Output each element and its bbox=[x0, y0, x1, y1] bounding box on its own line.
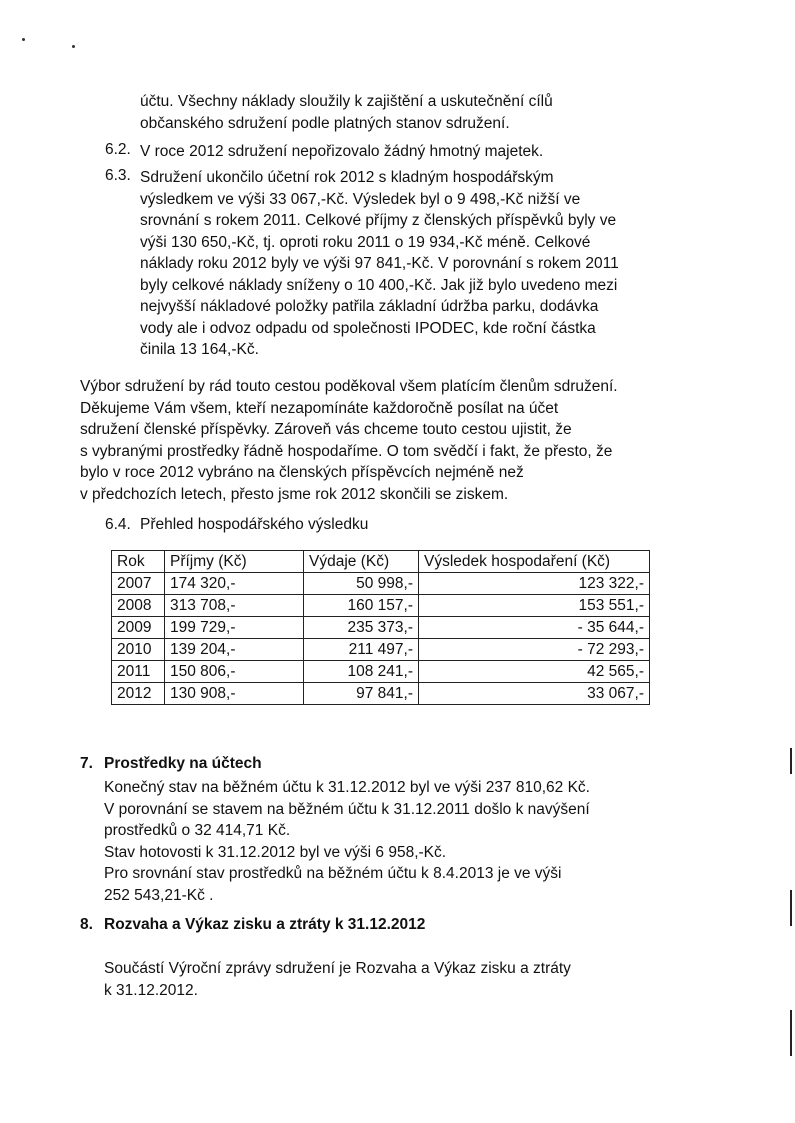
cell-expenses: 235 373,- bbox=[304, 617, 419, 639]
cell-year: 2012 bbox=[112, 683, 165, 705]
header-expenses: Výdaje (Kč) bbox=[304, 551, 419, 573]
results-table bbox=[111, 550, 650, 705]
cell-expenses: 108 241,- bbox=[304, 661, 419, 683]
cell-income: 199 729,- bbox=[165, 617, 304, 639]
item-number: 6.4. bbox=[105, 516, 131, 533]
section-number: 7. bbox=[80, 755, 93, 772]
text-line: s vybranými prostředky řádně hospodaříme. O tom svědčí i fakt, že přesto, že bbox=[80, 442, 613, 460]
text-line: výsledkem ve výši 33 067,-Kč. Výsledek byl o 9 498,-Kč nižší ve bbox=[140, 190, 581, 208]
text-line: účtu. Všechny náklady sloužily k zajištění a uskutečnění cílů bbox=[140, 93, 553, 110]
item-6-4-title: Přehled hospodářského výsledku bbox=[140, 516, 369, 533]
text-line: občanského sdružení podle platných stanov sdružení. bbox=[140, 114, 510, 132]
text-line: V porovnání se stavem na běžném účtu k 31.12.2011 došlo k navýšení bbox=[104, 800, 590, 818]
section-number: 8. bbox=[80, 916, 93, 933]
scan-edge-mark bbox=[790, 1010, 792, 1056]
text-line: Součástí Výroční zprávy sdružení je Rozvaha a Výkaz zisku a ztráty bbox=[104, 960, 571, 977]
section-8-title: Rozvaha a Výkaz zisku a ztráty k 31.12.2012 bbox=[104, 916, 426, 933]
text-line: výši 130 650,-Kč, tj. oproti roku 2011 o 19 934,-Kč méně. Celkové bbox=[140, 233, 591, 251]
cell-expenses: 160 157,- bbox=[304, 595, 419, 617]
item-6-3-text bbox=[140, 167, 619, 361]
cell-result: 33 067,- bbox=[419, 683, 650, 705]
cell-expenses: 50 998,- bbox=[304, 573, 419, 595]
cell-expenses: 211 497,- bbox=[304, 639, 419, 661]
text-line: náklady roku 2012 byly ve výši 97 841,-Kč. V porovnání s rokem 2011 bbox=[140, 255, 619, 272]
text-line: srovnání s rokem 2011. Celkové příjmy z členských příspěvků byly ve bbox=[140, 212, 617, 229]
cell-result: - 35 644,- bbox=[419, 617, 650, 639]
section-7-text bbox=[104, 777, 590, 906]
text-line: Sdružení ukončilo účetní rok 2012 s kladným hospodářským bbox=[140, 169, 554, 186]
text-line: byly celkové náklady sníženy o 10 400,-Kč. Jak již bylo uvedeno mezi bbox=[140, 276, 618, 294]
table-row bbox=[112, 573, 650, 595]
text-line: bylo v roce 2012 vybráno na členských příspěvcích nejméně než bbox=[80, 464, 524, 481]
table-row bbox=[112, 639, 650, 661]
item-6-2-text bbox=[140, 141, 543, 163]
scan-edge-mark bbox=[790, 748, 792, 774]
item-number: 6.3. bbox=[105, 167, 131, 184]
cell-income: 150 806,- bbox=[165, 661, 304, 683]
table-header-row bbox=[112, 551, 650, 573]
text-line: nejvyšší nákladové položky patřila základní údržba parku, dodávka bbox=[140, 298, 599, 315]
cell-income: 139 204,- bbox=[165, 639, 304, 661]
cell-year: 2010 bbox=[112, 639, 165, 661]
text-line: Stav hotovosti k 31.12.2012 byl ve výši 6 958,-Kč. bbox=[104, 843, 447, 861]
text-line: V roce 2012 sdružení nepořizovalo žádný hmotný majetek. bbox=[140, 143, 544, 160]
intro-continued bbox=[140, 91, 553, 134]
text-line: prostředků o 32 414,71 Kč. bbox=[104, 822, 291, 839]
scan-speck bbox=[22, 38, 25, 41]
table-row bbox=[112, 595, 650, 617]
text-line: k 31.12.2012. bbox=[104, 981, 198, 999]
thanks-paragraph bbox=[80, 376, 618, 505]
scan-edge-mark bbox=[790, 890, 792, 926]
cell-result: 123 322,- bbox=[419, 573, 650, 595]
item-number: 6.2. bbox=[105, 141, 131, 158]
text-line: 252 543,21-Kč . bbox=[104, 886, 214, 904]
cell-income: 130 908,- bbox=[165, 683, 304, 705]
header-result: Výsledek hospodaření (Kč) bbox=[419, 551, 650, 573]
table-row bbox=[112, 683, 650, 705]
text-line: vody ale i odvoz odpadu od společnosti IPODEC, kde roční částka bbox=[140, 319, 596, 337]
cell-year: 2011 bbox=[112, 661, 165, 683]
cell-year: 2009 bbox=[112, 617, 165, 639]
section-8-text bbox=[104, 958, 571, 1001]
cell-expenses: 97 841,- bbox=[304, 683, 419, 705]
text-line: sdružení členské příspěvky. Zároveň vás chceme touto cestou ujistit, že bbox=[80, 421, 572, 438]
text-line: Děkujeme Vám všem, kteří nezapomínáte každoročně posílat na účet bbox=[80, 399, 559, 417]
cell-income: 174 320,- bbox=[165, 573, 304, 595]
header-year: Rok bbox=[112, 551, 165, 573]
table-row bbox=[112, 661, 650, 683]
text-line: Pro srovnání stav prostředků na běžném účtu k 8.4.2013 je ve výši bbox=[104, 865, 562, 882]
cell-income: 313 708,- bbox=[165, 595, 304, 617]
header-income: Příjmy (Kč) bbox=[165, 551, 304, 573]
text-line: Konečný stav na běžném účtu k 31.12.2012 byl ve výši 237 810,62 Kč. bbox=[104, 779, 590, 796]
text-line: činila 13 164,-Kč. bbox=[140, 341, 259, 358]
table-row bbox=[112, 617, 650, 639]
text-line: v předchozích letech, přesto jsme rok 2012 skončili se ziskem. bbox=[80, 485, 509, 503]
cell-result: 153 551,- bbox=[419, 595, 650, 617]
scan-speck bbox=[72, 45, 75, 48]
cell-result: 42 565,- bbox=[419, 661, 650, 683]
cell-result: - 72 293,- bbox=[419, 639, 650, 661]
cell-year: 2007 bbox=[112, 573, 165, 595]
cell-year: 2008 bbox=[112, 595, 165, 617]
section-7-title: Prostředky na účtech bbox=[104, 755, 262, 772]
text-line: Výbor sdružení by rád touto cestou poděkoval všem platícím členům sdružení. bbox=[80, 378, 618, 395]
